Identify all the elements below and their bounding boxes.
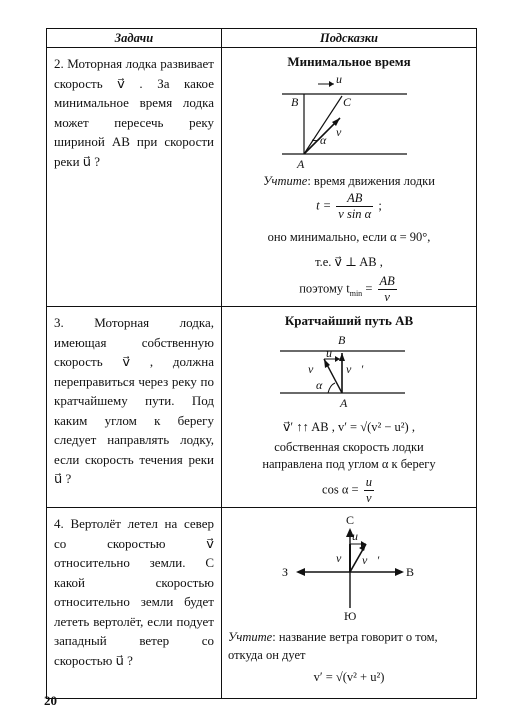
min-time-diagram [282,72,412,172]
hint-3 [222,307,476,507]
hint-4-result: v′ = √(v² + u²) [313,670,385,684]
label-u: u⃗ [352,529,368,543]
hint-3-own-speed-1: собственная скорость лодки [274,440,424,454]
hint-2-formula: t = $\frac{AB}{\text{v sin α}}$ ; [316,191,382,221]
hint-4-note: Учтите: название ветра говорит о том, откуда он дует [228,630,438,662]
label-v: v⃗ [336,551,351,565]
hint-3-relation: v⃗′ ↑↑ AB , v′ = √(v² − u²) , [283,420,415,434]
task-2-text: 2. Моторная лодка развивает скорость v⃗ . За какое минимальное время лодка может пересечь реку шириной AB при скорости реки u⃗ ? [54,56,214,169]
label-B: B [291,95,299,109]
table-row [47,508,477,699]
hint-2-ie: т.е. v⃗ ⊥ AB , [315,255,383,269]
task-4-text: 4. Вертолёт летел на север со скоростью v⃗ относительно земли. С какой скоростью относительно земли будет лететь вертолёт, если подует западный ветер со скоростью u⃗ ? [54,516,214,668]
label-A: A [297,157,305,171]
page-number: 20 [44,693,57,708]
label-B: B [338,333,346,347]
header-hints: Подсказки [222,29,477,48]
table-row [47,307,477,508]
hint-2-title: Минимальное время [287,54,411,69]
hint-2 [222,48,476,306]
task-3-text: 3. Моторная лодка, имеющая собственную скорость v⃗ , должна переправиться через реку по кратчайшему пути. Под каким углом к берегу следует направлять лодку, если скорость течения реки u⃗ ? [54,315,214,486]
hint-3-cos: cos α = $\frac{u}{v}$ [322,475,372,505]
label-south: Ю [344,609,357,623]
table-row [47,48,477,307]
label-u: u⃗ [326,346,342,360]
table-header-row [47,29,477,48]
tasks-hints-table [46,28,477,699]
hint-3-title: Кратчайший путь AB [284,313,414,328]
hint-2-note: Учтите: время движения лодки [263,174,435,188]
shortest-path-diagram [280,331,410,411]
label-A: A [340,396,348,410]
label-v-prime: v⃗′ [346,362,364,376]
label-v-prime: v⃗′ [362,553,380,567]
wind-compass-diagram [280,512,420,624]
label-C: C [343,95,352,109]
label-west: З [282,565,289,579]
hint-4 [222,508,476,698]
label-north: С [346,513,355,527]
label-v: v⃗ [336,125,351,139]
label-u: u⃗ [336,72,352,86]
hint-2-therefore: поэтому $t_{min}$ = $\frac{AB}{v}$ [299,274,395,304]
label-alpha: α [320,133,327,147]
label-v: v⃗ [308,362,323,376]
hint-3-own-speed-2: направлена под углом α к берегу [262,457,436,471]
label-east: В [406,565,415,579]
header-tasks: Задачи [47,29,222,48]
label-alpha: α [316,378,323,392]
hint-2-min-condition: оно минимально, если α = 90°, [267,230,431,244]
